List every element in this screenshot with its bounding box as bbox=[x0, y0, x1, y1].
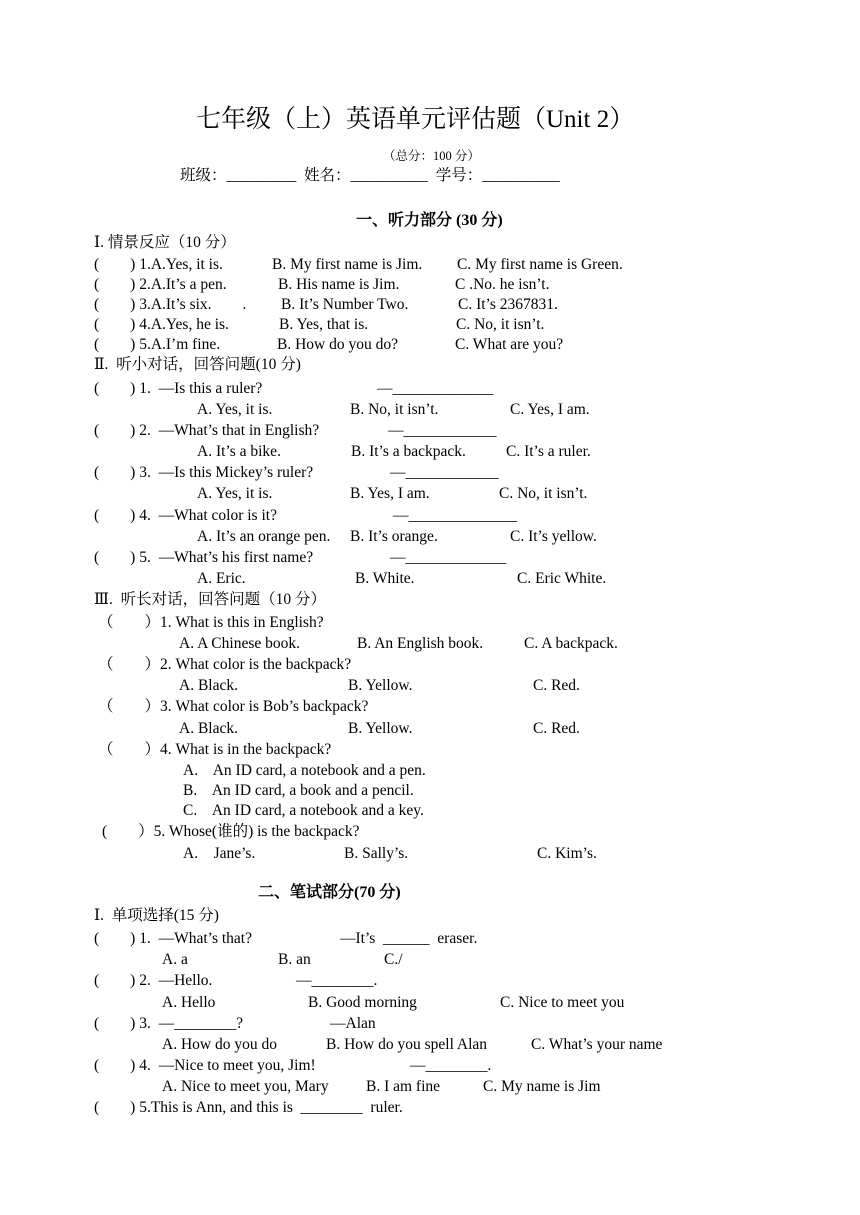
option-b: B. Yes, I am. bbox=[350, 485, 430, 502]
option-a: A. A Chinese book. bbox=[179, 635, 300, 652]
question: ( ）5. Whose(谁的) is the backpack? bbox=[102, 823, 360, 840]
question-number: ( ) 4.A.Yes, he is. bbox=[94, 316, 229, 333]
question: ( ) 4. —Nice to meet you, Jim! bbox=[94, 1057, 316, 1074]
option-c: C. My first name is Green. bbox=[457, 256, 623, 273]
option-c: C. Eric White. bbox=[517, 570, 607, 587]
option-b: B. It’s a backpack. bbox=[351, 443, 466, 460]
option-a: A. a bbox=[162, 951, 188, 968]
option-c: C. It’s yellow. bbox=[510, 528, 597, 545]
option-c: C. No, it isn’t. bbox=[499, 485, 588, 502]
question: （ ）1. What is this in English? bbox=[98, 614, 324, 631]
option-a: A. Eric. bbox=[197, 570, 246, 587]
answer-blank: —______________ bbox=[393, 507, 517, 524]
option-b: B. an bbox=[278, 951, 311, 968]
option-b: B. My first name is Jim. bbox=[272, 256, 423, 273]
question: ( ) 3. —________? bbox=[94, 1015, 243, 1032]
section-2-heading: Ⅱ. 听小对话，回答问题(10 分) bbox=[94, 356, 301, 373]
answer-line: —________. bbox=[410, 1057, 492, 1074]
question: ( ) 3. —Is this Mickey’s ruler? bbox=[94, 464, 314, 481]
part2-heading: 二、笔试部分(70 分) bbox=[258, 884, 401, 901]
option-c: C. Yes, I am. bbox=[510, 401, 590, 418]
option-b: B. An ID card, a book and a pencil. bbox=[183, 782, 414, 799]
option-b: B. It’s Number Two. bbox=[281, 296, 409, 313]
answer-line: —Alan bbox=[330, 1015, 376, 1032]
option-c: C. It’s 2367831. bbox=[458, 296, 558, 313]
option-b: B. How do you spell Alan bbox=[326, 1036, 488, 1053]
answer-line: —It’s ______ eraser. bbox=[340, 930, 478, 947]
option-a: A. Black. bbox=[179, 677, 238, 694]
option-a: A. Jane’s. bbox=[183, 845, 256, 862]
option-b: B. Sally’s. bbox=[344, 845, 409, 862]
option-c: C. Kim’s. bbox=[537, 845, 597, 862]
student-info-line: 班级：_________ 姓名：__________ 学号：__________ bbox=[180, 167, 560, 184]
option-c: C. Red. bbox=[533, 677, 580, 694]
question: ( ) 4. —What color is it? bbox=[94, 507, 277, 524]
option-b: B. Good morning bbox=[308, 994, 417, 1011]
option-b: B. It’s orange. bbox=[350, 528, 438, 545]
option-a: A. Yes, it is. bbox=[197, 401, 273, 418]
question: ( ) 5. —What’s his first name? bbox=[94, 549, 314, 566]
question: ( ) 1. —What’s that? bbox=[94, 930, 252, 947]
option-a: A. An ID card, a notebook and a pen. bbox=[183, 762, 426, 779]
question: （ ）3. What color is Bob’s backpack? bbox=[98, 698, 369, 715]
question-number: ( ) 2.A.It’s a pen. bbox=[94, 276, 227, 293]
option-b: B. Yellow. bbox=[348, 720, 413, 737]
question: ( ) 1. —Is this a ruler? bbox=[94, 380, 263, 397]
total-score: （总分：100 分） bbox=[383, 149, 480, 163]
page-title: 七年级（上）英语单元评估题（Unit 2） bbox=[196, 106, 635, 133]
answer-blank: —____________ bbox=[388, 422, 497, 439]
option-b: B. His name is Jim. bbox=[278, 276, 400, 293]
option-a: A. It’s a bike. bbox=[197, 443, 281, 460]
option-c: C. A backpack. bbox=[524, 635, 618, 652]
option-c: C. Red. bbox=[533, 720, 580, 737]
option-b: B. I am fine bbox=[366, 1078, 441, 1095]
option-c: C .No. he isn’t. bbox=[455, 276, 550, 293]
section-1-heading: Ⅰ. 情景反应（10 分） bbox=[94, 234, 236, 251]
option-b: B. No, it isn’t. bbox=[350, 401, 439, 418]
question-number: ( ) 3.A.It’s six. . bbox=[94, 296, 247, 313]
option-a: A. Hello bbox=[162, 994, 216, 1011]
option-c: C. Nice to meet you bbox=[500, 994, 625, 1011]
question: ( ) 5.This is Ann, and this is ________ ruler. bbox=[94, 1099, 403, 1116]
answer-blank: —_____________ bbox=[390, 549, 507, 566]
option-b: B. How do you do? bbox=[277, 336, 398, 353]
question: （ ）2. What color is the backpack? bbox=[98, 656, 352, 673]
option-c: C. My name is Jim bbox=[483, 1078, 601, 1095]
question-number: ( ) 1.A.Yes, it is. bbox=[94, 256, 223, 273]
option-c: C. No, it isn’t. bbox=[456, 316, 545, 333]
option-a: A. Black. bbox=[179, 720, 238, 737]
part2-section-1-heading: Ⅰ. 单项选择(15 分) bbox=[94, 907, 219, 924]
option-c: C./ bbox=[384, 951, 403, 968]
option-c: C. An ID card, a notebook and a key. bbox=[183, 802, 424, 819]
answer-blank: —_____________ bbox=[377, 380, 494, 397]
option-a: A. Yes, it is. bbox=[197, 485, 273, 502]
part1-heading: 一、听力部分 (30 分) bbox=[356, 212, 503, 229]
question: （ ）4. What is in the backpack? bbox=[98, 741, 332, 758]
question: ( ) 2. —Hello. bbox=[94, 972, 213, 989]
option-a: A. Nice to meet you, Mary bbox=[162, 1078, 329, 1095]
option-c: C. What’s your name bbox=[531, 1036, 663, 1053]
option-c: C. It’s a ruler. bbox=[506, 443, 591, 460]
option-b: B. An English book. bbox=[357, 635, 484, 652]
option-b: B. Yellow. bbox=[348, 677, 413, 694]
question-number: ( ) 5.A.I’m fine. bbox=[94, 336, 221, 353]
section-3-heading: Ⅲ. 听长对话，回答问题（10 分） bbox=[94, 591, 326, 608]
answer-line: —________. bbox=[296, 972, 378, 989]
option-b: B. Yes, that is. bbox=[279, 316, 369, 333]
option-b: B. White. bbox=[355, 570, 415, 587]
answer-blank: —____________ bbox=[390, 464, 499, 481]
option-a: A. It’s an orange pen. bbox=[197, 528, 331, 545]
option-a: A. How do you do bbox=[162, 1036, 277, 1053]
option-c: C. What are you? bbox=[455, 336, 564, 353]
question: ( ) 2. —What’s that in English? bbox=[94, 422, 320, 439]
